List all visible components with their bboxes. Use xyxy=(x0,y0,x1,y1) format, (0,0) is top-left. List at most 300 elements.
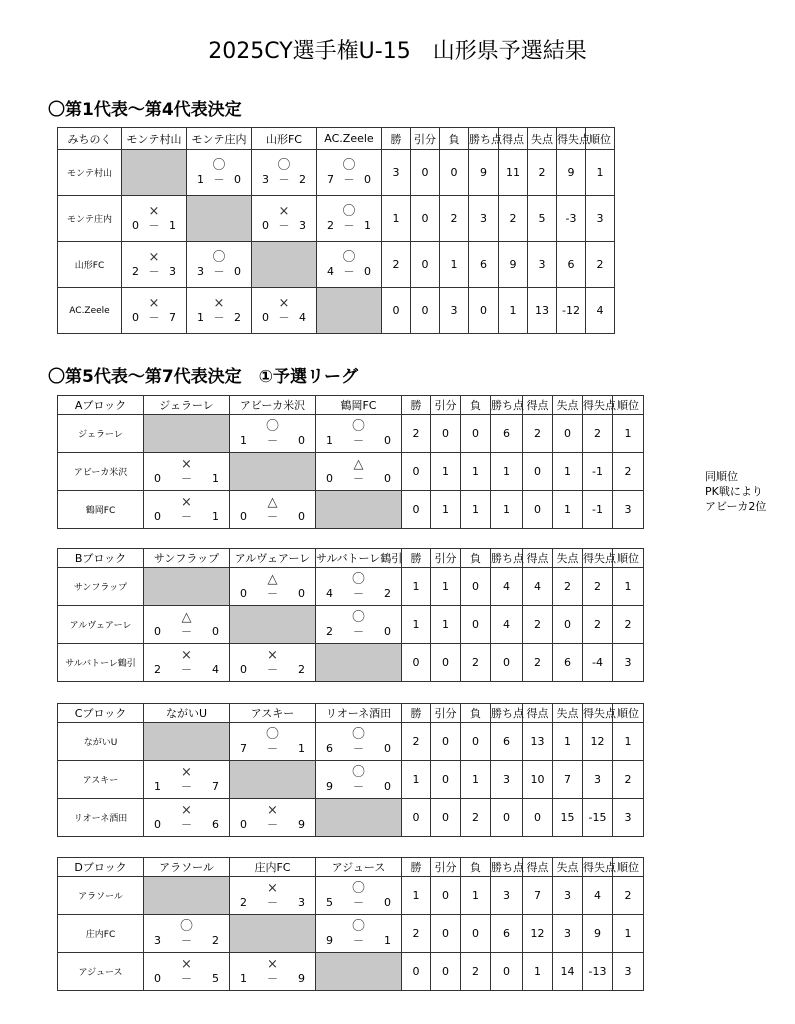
stat-value: 13 xyxy=(528,288,557,334)
stat-value: 2 xyxy=(613,761,644,799)
score-against: 2 xyxy=(298,662,305,676)
block-name: Aブロック xyxy=(58,396,144,415)
score-dash: － xyxy=(267,895,278,909)
stat-header: 得点 xyxy=(523,396,553,415)
result-mark: × xyxy=(278,203,290,219)
match-result xyxy=(122,242,187,288)
team-name: アビーカ米沢 xyxy=(58,453,144,491)
stat-header: 勝ち点 xyxy=(491,549,523,568)
score-against: 0 xyxy=(212,624,219,638)
match-result xyxy=(144,606,230,644)
match-result xyxy=(317,150,382,196)
score-dash: － xyxy=(181,971,192,985)
self-match-cell xyxy=(316,953,402,991)
standings-table-block xyxy=(57,703,644,837)
table-row xyxy=(58,288,615,334)
side-note-line: PK戦により xyxy=(705,485,763,498)
block-name: Dブロック xyxy=(58,858,144,877)
team-name: アルヴェアーレ xyxy=(58,606,144,644)
match-result xyxy=(144,761,230,799)
stat-value: 3 xyxy=(613,799,644,837)
score xyxy=(144,472,229,486)
stat-header: 勝 xyxy=(382,128,411,150)
stat-value: 0 xyxy=(411,242,440,288)
stat-value: 0 xyxy=(402,491,431,529)
table-row xyxy=(58,723,644,761)
stat-value: 3 xyxy=(583,761,613,799)
stat-value: 2 xyxy=(613,877,644,915)
match-result xyxy=(187,150,252,196)
score-against: 1 xyxy=(298,741,305,755)
stat-value: 3 xyxy=(553,877,583,915)
score-dash: － xyxy=(353,779,364,793)
score-dash: － xyxy=(353,624,364,638)
stat-value: 2 xyxy=(402,723,431,761)
stat-value: 0 xyxy=(411,196,440,242)
stat-value: 1 xyxy=(499,288,528,334)
team-name: ジェラーレ xyxy=(58,415,144,453)
stat-value: 1 xyxy=(402,877,431,915)
self-match-cell xyxy=(187,196,252,242)
score-for: 0 xyxy=(154,624,161,638)
score-against: 1 xyxy=(384,933,391,947)
score-against: 2 xyxy=(299,172,306,186)
stat-value: 0 xyxy=(411,150,440,196)
stat-header: 負 xyxy=(440,128,469,150)
score-against: 5 xyxy=(212,971,219,985)
result-mark: 〇 xyxy=(351,609,365,625)
stat-header: 失点 xyxy=(528,128,557,150)
stat-value: 2 xyxy=(613,606,644,644)
score-dash: － xyxy=(181,817,192,831)
team-name: アラソール xyxy=(58,877,144,915)
stat-header: 勝ち点 xyxy=(491,396,523,415)
stat-value: 1 xyxy=(440,242,469,288)
stat-value: 9 xyxy=(557,150,586,196)
score-for: 0 xyxy=(132,310,139,324)
stat-value: -3 xyxy=(557,196,586,242)
score-against: 0 xyxy=(384,624,391,638)
score-for: 0 xyxy=(262,310,269,324)
self-match-cell xyxy=(144,568,230,606)
stat-value: 7 xyxy=(523,877,553,915)
score-for: 0 xyxy=(154,817,161,831)
stat-value: 1 xyxy=(402,761,431,799)
match-result xyxy=(230,491,316,529)
score-dash: － xyxy=(181,662,192,676)
score-against: 0 xyxy=(384,471,391,485)
match-result xyxy=(230,953,316,991)
score-against: 9 xyxy=(298,971,305,985)
score xyxy=(317,173,381,187)
score-against: 3 xyxy=(299,218,306,232)
result-mark: 〇 xyxy=(351,764,365,780)
score xyxy=(252,219,316,233)
match-result xyxy=(316,761,402,799)
stat-value: 2 xyxy=(583,606,613,644)
score-for: 0 xyxy=(154,471,161,485)
stat-header: 失点 xyxy=(553,858,583,877)
score xyxy=(230,818,315,832)
score-for: 0 xyxy=(154,971,161,985)
score-for: 2 xyxy=(326,624,333,638)
stat-value: 7 xyxy=(553,761,583,799)
stat-value: 6 xyxy=(491,915,523,953)
stat-value: 15 xyxy=(553,799,583,837)
result-mark: × xyxy=(181,647,192,663)
stat-value: 13 xyxy=(523,723,553,761)
score-against: 7 xyxy=(212,779,219,793)
stat-value: -12 xyxy=(557,288,586,334)
stat-header: 順位 xyxy=(613,858,644,877)
score-against: 0 xyxy=(364,172,371,186)
stat-value: 2 xyxy=(523,606,553,644)
stat-value: 1 xyxy=(553,453,583,491)
opponent-header: 庄内FC xyxy=(230,858,316,877)
score xyxy=(316,934,401,948)
stat-value: 0 xyxy=(440,150,469,196)
score-against: 0 xyxy=(298,509,305,523)
score-dash: － xyxy=(181,471,192,485)
stat-value: 4 xyxy=(491,568,523,606)
score xyxy=(144,510,229,524)
opponent-header: アスキー xyxy=(230,704,316,723)
score xyxy=(317,265,381,279)
stat-value: 3 xyxy=(613,953,644,991)
stat-value: 3 xyxy=(491,877,523,915)
score xyxy=(316,472,401,486)
score-dash: － xyxy=(278,172,290,186)
match-result xyxy=(144,799,230,837)
score-for: 3 xyxy=(154,933,161,947)
stat-header: 得点 xyxy=(523,704,553,723)
result-mark: 〇 xyxy=(212,249,226,265)
match-result xyxy=(230,723,316,761)
stat-value: 2 xyxy=(553,568,583,606)
score-dash: － xyxy=(213,264,225,278)
opponent-header: ジェラーレ xyxy=(144,396,230,415)
score-for: 0 xyxy=(262,218,269,232)
match-result xyxy=(252,288,317,334)
match-result xyxy=(230,877,316,915)
result-mark: △ xyxy=(181,609,192,625)
stat-value: 6 xyxy=(553,644,583,682)
score-for: 0 xyxy=(132,218,139,232)
stat-header: 負 xyxy=(461,704,491,723)
score xyxy=(230,663,315,677)
stat-header: 得点 xyxy=(523,858,553,877)
stat-value: 6 xyxy=(469,242,499,288)
score-against: 3 xyxy=(169,264,176,278)
self-match-cell xyxy=(230,761,316,799)
stat-value: 0 xyxy=(461,915,491,953)
score-dash: － xyxy=(278,310,290,324)
stat-header: 勝 xyxy=(402,858,431,877)
stat-header: 勝 xyxy=(402,704,431,723)
stat-header: 失点 xyxy=(553,704,583,723)
score-for: 4 xyxy=(326,586,333,600)
stat-value: 10 xyxy=(523,761,553,799)
score-dash: － xyxy=(343,218,355,232)
result-mark: × xyxy=(181,494,192,510)
match-result xyxy=(187,242,252,288)
stat-value: 1 xyxy=(523,953,553,991)
score xyxy=(316,780,401,794)
opponent-header: AC.Zeele xyxy=(317,128,382,150)
match-result xyxy=(230,644,316,682)
stat-value: 1 xyxy=(382,196,411,242)
stat-value: 3 xyxy=(613,491,644,529)
table-header-row xyxy=(58,704,644,723)
opponent-header: アラソール xyxy=(144,858,230,877)
stat-value: 0 xyxy=(461,568,491,606)
stat-header: 得失点 xyxy=(583,396,613,415)
score-for: 0 xyxy=(240,662,247,676)
stat-value: 2 xyxy=(499,196,528,242)
stat-value: 4 xyxy=(523,568,553,606)
team-name: モンテ庄内 xyxy=(58,196,122,242)
score xyxy=(230,434,315,448)
score-for: 2 xyxy=(132,264,139,278)
table-header-row xyxy=(58,858,644,877)
result-mark: 〇 xyxy=(351,726,365,742)
score-for: 1 xyxy=(154,779,161,793)
stat-value: 2 xyxy=(523,644,553,682)
stat-value: 6 xyxy=(491,723,523,761)
score xyxy=(144,934,229,948)
match-result xyxy=(316,415,402,453)
score-against: 1 xyxy=(212,509,219,523)
stat-value: 9 xyxy=(583,915,613,953)
score xyxy=(144,663,229,677)
score-against: 4 xyxy=(212,662,219,676)
result-mark: × xyxy=(267,647,278,663)
standings-table-block xyxy=(57,395,644,529)
stat-value: 12 xyxy=(583,723,613,761)
stat-value: 0 xyxy=(382,288,411,334)
standings-table-block xyxy=(57,548,644,682)
score-for: 6 xyxy=(326,741,333,755)
score xyxy=(230,896,315,910)
team-name: サルバトーレ鶴引 xyxy=(58,644,144,682)
score-dash: － xyxy=(213,310,225,324)
score-against: 0 xyxy=(384,779,391,793)
stat-value: 2 xyxy=(583,415,613,453)
table-row xyxy=(58,761,644,799)
stat-header: 引分 xyxy=(431,396,461,415)
self-match-cell xyxy=(316,799,402,837)
team-name: AC.Zeele xyxy=(58,288,122,334)
score-against: 2 xyxy=(234,310,241,324)
match-result xyxy=(316,915,402,953)
score-dash: － xyxy=(267,586,278,600)
stat-header: 得失点 xyxy=(557,128,586,150)
stat-header: 得失点 xyxy=(583,858,613,877)
result-mark: × xyxy=(181,956,192,972)
team-name: アジュース xyxy=(58,953,144,991)
stat-value: 3 xyxy=(491,761,523,799)
score-against: 0 xyxy=(384,741,391,755)
score-for: 0 xyxy=(326,471,333,485)
stat-header: 順位 xyxy=(613,549,644,568)
stat-value: 0 xyxy=(491,953,523,991)
table-row xyxy=(58,242,615,288)
team-name: モンテ村山 xyxy=(58,150,122,196)
team-name: ながいU xyxy=(58,723,144,761)
stat-value: 2 xyxy=(461,953,491,991)
score-for: 9 xyxy=(326,933,333,947)
stat-value: 12 xyxy=(523,915,553,953)
stat-header: 得失点 xyxy=(583,704,613,723)
stat-value: 2 xyxy=(402,915,431,953)
score-for: 0 xyxy=(240,817,247,831)
match-result xyxy=(144,491,230,529)
self-match-cell xyxy=(144,723,230,761)
stat-value: 0 xyxy=(402,644,431,682)
stat-value: 1 xyxy=(402,568,431,606)
stat-value: 3 xyxy=(528,242,557,288)
stat-value: 3 xyxy=(382,150,411,196)
self-match-cell xyxy=(144,415,230,453)
stat-value: 3 xyxy=(553,915,583,953)
section-title-2: 〇第5代表～第7代表決定 ①予選リーグ xyxy=(48,367,359,387)
score-against: 0 xyxy=(298,586,305,600)
score-dash: － xyxy=(267,433,278,447)
score-for: 2 xyxy=(240,895,247,909)
score-for: 2 xyxy=(327,218,334,232)
match-result xyxy=(122,196,187,242)
stat-value: 1 xyxy=(461,491,491,529)
result-mark: × xyxy=(148,295,160,311)
stat-value: 2 xyxy=(613,453,644,491)
stat-value: 2 xyxy=(402,415,431,453)
stat-value: 2 xyxy=(528,150,557,196)
match-result xyxy=(144,915,230,953)
standings-table-main xyxy=(57,127,615,334)
score xyxy=(144,780,229,794)
self-match-cell xyxy=(144,877,230,915)
score-against: 0 xyxy=(234,264,241,278)
stat-value: 3 xyxy=(440,288,469,334)
stat-value: 1 xyxy=(431,568,461,606)
stat-value: 9 xyxy=(499,242,528,288)
opponent-header: モンテ村山 xyxy=(122,128,187,150)
result-mark: 〇 xyxy=(179,918,193,934)
result-mark: 〇 xyxy=(351,418,365,434)
table-header-row xyxy=(58,128,615,150)
stat-value: 2 xyxy=(523,415,553,453)
score-dash: － xyxy=(353,741,364,755)
score-for: 1 xyxy=(240,433,247,447)
stat-header: 得点 xyxy=(523,549,553,568)
score-dash: － xyxy=(267,741,278,755)
score xyxy=(187,265,251,279)
page-title: 2025CY選手権U-15 山形県予選結果 xyxy=(208,39,587,64)
self-match-cell xyxy=(317,288,382,334)
stat-header: 順位 xyxy=(586,128,615,150)
score xyxy=(230,510,315,524)
stat-value: 2 xyxy=(583,568,613,606)
stat-header: 勝ち点 xyxy=(469,128,499,150)
block-name: Bブロック xyxy=(58,549,144,568)
stat-value: 1 xyxy=(613,915,644,953)
stat-header: 得点 xyxy=(499,128,528,150)
stat-value: 1 xyxy=(431,606,461,644)
score xyxy=(122,265,186,279)
score-against: 4 xyxy=(299,310,306,324)
self-match-cell xyxy=(252,242,317,288)
match-result xyxy=(317,196,382,242)
stat-header: 勝ち点 xyxy=(491,858,523,877)
stat-value: 1 xyxy=(431,491,461,529)
stat-value: 1 xyxy=(613,723,644,761)
score-dash: － xyxy=(267,662,278,676)
stat-value: 4 xyxy=(586,288,615,334)
match-result xyxy=(230,568,316,606)
stat-value: 0 xyxy=(431,723,461,761)
result-mark: × xyxy=(181,802,192,818)
side-note-line: アビーカ2位 xyxy=(705,500,767,513)
result-mark: × xyxy=(267,802,278,818)
stat-value: 1 xyxy=(431,453,461,491)
self-match-cell xyxy=(316,644,402,682)
stat-value: 3 xyxy=(613,644,644,682)
result-mark: 〇 xyxy=(342,249,356,265)
score xyxy=(144,625,229,639)
stat-value: 0 xyxy=(431,877,461,915)
stat-value: 6 xyxy=(557,242,586,288)
stat-value: 0 xyxy=(523,799,553,837)
score xyxy=(316,896,401,910)
score-dash: － xyxy=(267,817,278,831)
score-against: 2 xyxy=(384,586,391,600)
table-row xyxy=(58,644,644,682)
score-for: 9 xyxy=(326,779,333,793)
opponent-header: 山形FC xyxy=(252,128,317,150)
score-against: 9 xyxy=(298,817,305,831)
stat-value: 2 xyxy=(382,242,411,288)
stat-value: 11 xyxy=(499,150,528,196)
stat-value: 0 xyxy=(431,644,461,682)
stat-value: 1 xyxy=(613,415,644,453)
score-dash: － xyxy=(353,933,364,947)
score-against: 0 xyxy=(364,264,371,278)
score-for: 3 xyxy=(262,172,269,186)
table-header-row xyxy=(58,549,644,568)
score-against: 7 xyxy=(169,310,176,324)
score-against: 2 xyxy=(212,933,219,947)
result-mark: 〇 xyxy=(265,726,279,742)
stat-value: 3 xyxy=(469,196,499,242)
stat-value: 0 xyxy=(411,288,440,334)
match-result xyxy=(230,415,316,453)
result-mark: 〇 xyxy=(351,571,365,587)
match-result xyxy=(317,242,382,288)
stat-value: -1 xyxy=(583,491,613,529)
stat-header: 負 xyxy=(461,858,491,877)
stat-value: 0 xyxy=(469,288,499,334)
stat-value: 0 xyxy=(402,453,431,491)
stat-header: 順位 xyxy=(613,396,644,415)
match-result xyxy=(252,196,317,242)
score-for: 3 xyxy=(197,264,204,278)
score xyxy=(122,219,186,233)
score-against: 6 xyxy=(212,817,219,831)
team-name: 庄内FC xyxy=(58,915,144,953)
score-for: 5 xyxy=(326,895,333,909)
self-match-cell xyxy=(122,150,187,196)
match-result xyxy=(316,568,402,606)
